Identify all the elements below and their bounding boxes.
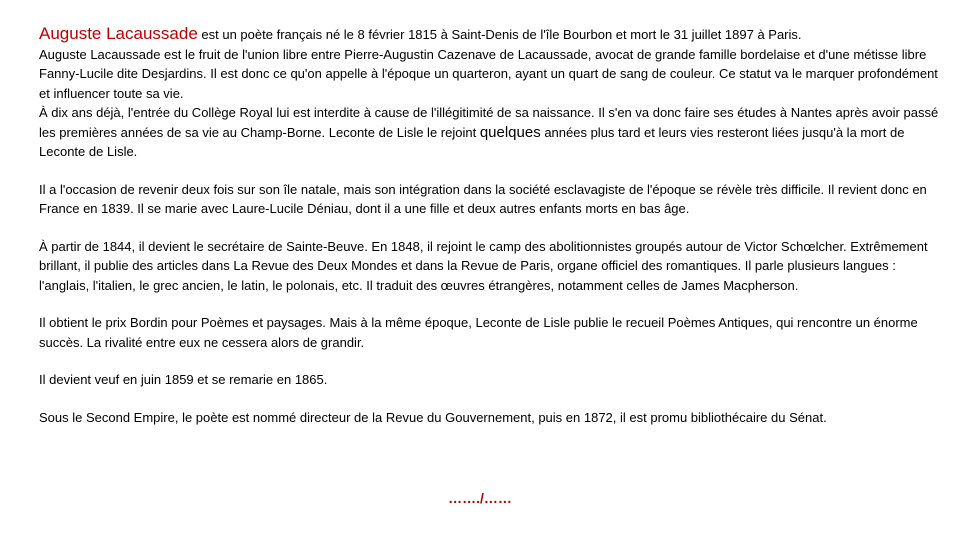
paragraph-childhood-part2: années plus tard et leurs vies resteront liées jusqu'à la mort de Leconte de Lisle. xyxy=(39,124,905,159)
paragraph-return: Il a l'occasion de revenir deux fois sur son île natale, mais son intégration dans la société esclavagiste de l'époque se révèle très difficile. Il revient donc en France en 1839. Il se marie avec Laure-Lucile Déniau, dont il a une fille et deux autres enfants morts en bas âge. xyxy=(39,181,927,216)
paragraph-childhood xyxy=(39,103,939,162)
paragraph-childhood-part1: À dix ans déjà, l'entrée du Collège Royal lui est interdite à cause de l'illégitimité de sa naissance. Il s'en va donc faire ses études à Nantes après avoir passé les premières années de sa vie au Champ-Borne. Leconte de Lisle le rejoint xyxy=(39,105,939,140)
paragraph-prize: Il obtient le prix Bordin pour Poèmes et paysages. Mais à la même époque, Leconte de Lisle publie le recueil Poèmes Antiques, qui rencontre un énorme succès. La rivalité entre eux ne cessera alors de grandir. xyxy=(39,315,918,350)
continuation-marker: ……./…… xyxy=(448,490,512,506)
poet-name: Auguste Lacaussade xyxy=(39,24,198,43)
intro-line-2: Auguste Lacaussade est le fruit de l'union libre entre Pierre-Augustin Cazenave de Lacaussade, avocat de grande famille bordelaise et d'une métisse libre Fanny-Lucile dite Desjardins. Il est donc ce qu'on appelle à l'époque un quarteron, ayant un quart de sang de couleur. Ce statut va le marquer profondément et influencer toute sa vie. xyxy=(39,46,938,101)
intro-line-rest: est un poète français né le 8 février 1815 à Saint-Denis de l'île Bourbon et mort le 31 juillet 1897 à Paris. xyxy=(197,27,802,42)
paragraph-empire: Sous le Second Empire, le poète est nommé directeur de la Revue du Gouvernement, puis en 1872, il est promu bibliothécaire du Sénat. xyxy=(39,409,827,425)
paragraph-widower: Il devient veuf en juin 1859 et se remarie en 1865. xyxy=(39,372,328,387)
intro-paragraph xyxy=(39,24,939,103)
paragraph-childhood-word: quelques xyxy=(479,123,541,141)
document-body xyxy=(39,24,939,427)
paragraph-career: À partir de 1844, il devient le secrétaire de Sainte-Beuve. En 1848, il rejoint le camp des abolitionnistes groupés autour de Victor Schœlcher. Extrêmement brillant, il publie des articles dans La Revue des Deux Mondes et dans la Revue de Paris, organe officiel des romantiques. Il parle plusieurs langues : l'anglais, l'italien, le grec ancien, le latin, le polonais, etc. Il traduit des œuvres étrangères, notamment celles de James Macpherson. xyxy=(39,238,928,293)
